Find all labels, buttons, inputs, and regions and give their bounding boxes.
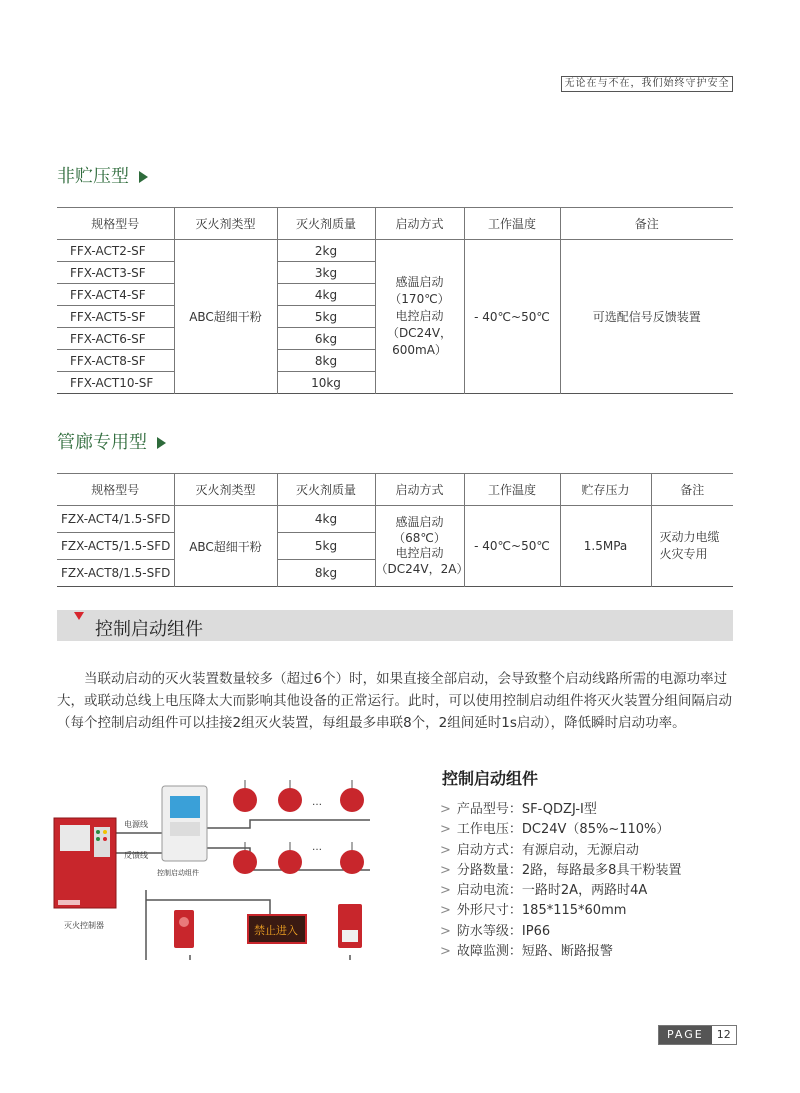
chevron-right-icon: > bbox=[440, 883, 451, 899]
header-cell: 灭火剂质量 bbox=[277, 208, 375, 240]
chevron-right-icon: > bbox=[440, 802, 451, 817]
spec-item bbox=[440, 820, 681, 840]
spec-item bbox=[440, 922, 681, 942]
model-cell: FFX-ACT6-SF bbox=[57, 328, 174, 350]
model-cell: FZX-ACT8/1.5-SFD bbox=[57, 560, 174, 587]
model-cell: FFX-ACT8-SF bbox=[57, 350, 174, 372]
model-cell: FFX-ACT10-SF bbox=[57, 372, 174, 394]
spec-item bbox=[440, 942, 681, 962]
header-cell: 工作温度 bbox=[464, 208, 560, 240]
start-line: （170℃） bbox=[389, 292, 450, 306]
wiring-diagram bbox=[50, 780, 420, 960]
spec-item-text: 产品型号：SF-QDZJ-I型 bbox=[456, 802, 597, 817]
model-cell: FZX-ACT5/1.5-SFD bbox=[57, 533, 174, 560]
no-entry-sign bbox=[248, 915, 306, 943]
table-row bbox=[57, 506, 733, 533]
mass-cell: 5kg bbox=[277, 533, 375, 560]
table-header-row bbox=[57, 208, 733, 240]
spec-item bbox=[440, 841, 681, 861]
mass-cell: 5kg bbox=[277, 306, 375, 328]
chevron-right-icon: > bbox=[440, 944, 451, 960]
spec-item bbox=[440, 861, 681, 881]
chevron-right-icon: > bbox=[440, 842, 451, 858]
spec-item-text: 启动方式：有源启动，无源启动 bbox=[456, 842, 639, 858]
header-cell: 贮存压力 bbox=[560, 474, 651, 506]
mass-cell: 2kg bbox=[277, 240, 375, 262]
mass-cell: 6kg bbox=[277, 328, 375, 350]
spec-list bbox=[440, 800, 681, 962]
model-cell: FFX-ACT4-SF bbox=[57, 284, 174, 306]
start-line: （68℃） bbox=[393, 530, 446, 545]
start-method-cell bbox=[375, 506, 469, 587]
spec-item-text: 工作电压：DC24V（85%~110%） bbox=[456, 822, 670, 838]
section-title-text: 非贮压型 bbox=[57, 166, 129, 187]
spec-item-text: 故障监测：短路、断路报警 bbox=[456, 944, 613, 960]
header-cell: 规格型号 bbox=[57, 474, 174, 506]
page-number: 12 bbox=[716, 1028, 731, 1041]
section-band-control bbox=[57, 610, 733, 641]
spec-item bbox=[440, 881, 681, 901]
pressure-cell: 1.5MPa bbox=[560, 506, 651, 587]
power-line-label: 电源线 bbox=[124, 820, 148, 829]
section-title-pipe-gallery bbox=[57, 428, 166, 454]
header-cell: 规格型号 bbox=[57, 208, 174, 240]
header-cell: 灭火剂类型 bbox=[174, 474, 277, 506]
start-line: 电控启动 bbox=[395, 546, 444, 560]
ellipsis-2: … bbox=[312, 842, 322, 853]
section-title-text: 管廊专用型 bbox=[57, 432, 147, 453]
red-triangle-icon bbox=[74, 612, 84, 620]
mass-cell: 4kg bbox=[277, 506, 375, 533]
header-cell: 启动方式 bbox=[375, 208, 464, 240]
chevron-right-icon: > bbox=[440, 903, 451, 919]
sign-text: 禁止进入 bbox=[254, 924, 298, 937]
control-start-module bbox=[162, 786, 207, 861]
extinguisher-row-2 bbox=[233, 842, 364, 874]
model-cell: FFX-ACT5-SF bbox=[57, 306, 174, 328]
chevron-right-icon: > bbox=[440, 822, 451, 838]
mass-cell: 8kg bbox=[277, 560, 375, 587]
start-line: 电控启动 bbox=[395, 309, 444, 323]
ellipsis-1: … bbox=[312, 797, 322, 808]
feedback-line-label: 反馈线 bbox=[124, 851, 148, 860]
triangle-arrow-icon bbox=[139, 171, 148, 183]
mass-cell: 3kg bbox=[277, 262, 375, 284]
start-line: 600mA） bbox=[392, 343, 447, 357]
note-line: 火灾专用 bbox=[659, 547, 708, 561]
agent-cell: ABC超细干粉 bbox=[174, 506, 277, 587]
start-line: 感温启动 bbox=[395, 515, 444, 529]
sound-light-alarm bbox=[338, 904, 362, 948]
spec-title: 控制启动组件 bbox=[442, 769, 539, 788]
spec-item-text: 分路数量：2路，每路最多8具干粉装置 bbox=[456, 862, 682, 878]
slogan-box: 无论在与不在，我们始终守护安全 bbox=[561, 76, 733, 92]
spec-item-text: 外形尺寸：185*115*60mm bbox=[456, 903, 627, 919]
header-cell: 备注 bbox=[651, 474, 733, 506]
module-label: 控制启动组件 bbox=[157, 869, 199, 877]
mass-cell: 10kg bbox=[277, 372, 375, 394]
manual-alarm-button bbox=[174, 910, 194, 948]
start-line: （DC24V， bbox=[386, 326, 453, 340]
temperature-cell: - 40℃~50℃ bbox=[464, 506, 560, 587]
model-cell: FZX-ACT4/1.5-SFD bbox=[57, 506, 174, 533]
description-paragraph: 当联动启动的灭火装置数量较多（超过6个）时，如果直接全部启动，会导致整个启动线路所需的电源功率过大，或联动总线上电压降太大而影响其他设备的正常运行。此时，可以使用控制启动组件将灭火装置分组间隔启动（每个控制启动组件可以挂接2组灭火装置，每组最多串联8个，2组间延时1s启动），降低瞬时启动功率。 bbox=[57, 671, 732, 731]
header-cell: 工作温度 bbox=[464, 474, 560, 506]
chevron-right-icon: > bbox=[440, 923, 451, 939]
spec-item-text: 启动电流：一路时2A，两路时4A bbox=[456, 883, 648, 899]
note-cell: 可选配信号反馈装置 bbox=[560, 240, 733, 394]
spec-item bbox=[440, 901, 681, 921]
chevron-right-icon: > bbox=[440, 862, 451, 878]
agent-cell: ABC超细干粉 bbox=[174, 240, 277, 394]
start-method-cell bbox=[375, 240, 464, 394]
spec-item-text: 防水等级：IP66 bbox=[456, 923, 551, 939]
triangle-arrow-icon bbox=[157, 437, 166, 449]
spec-table-non-pressure bbox=[57, 207, 733, 394]
fire-controller-cabinet bbox=[54, 818, 116, 908]
start-line: 感温启动 bbox=[395, 275, 444, 289]
header-cell: 灭火剂类型 bbox=[174, 208, 277, 240]
page-label: PAGE bbox=[659, 1026, 712, 1044]
spec-item bbox=[440, 800, 681, 820]
note-line: 灭动力电缆 bbox=[659, 530, 720, 544]
header-cell: 灭火剂质量 bbox=[277, 474, 375, 506]
model-cell: FFX-ACT2-SF bbox=[57, 240, 174, 262]
page-number-box bbox=[658, 1025, 737, 1045]
model-cell: FFX-ACT3-SF bbox=[57, 262, 174, 284]
extinguisher-row-1 bbox=[233, 780, 364, 812]
header-cell: 启动方式 bbox=[375, 474, 464, 506]
header-cell: 备注 bbox=[560, 208, 733, 240]
wiring-lines bbox=[116, 820, 370, 960]
spec-table-pipe-gallery bbox=[57, 473, 733, 587]
mass-cell: 4kg bbox=[277, 284, 375, 306]
controller-label: 灭火控制器 bbox=[64, 921, 104, 930]
start-line: （DC24V，2A） bbox=[375, 561, 469, 576]
mass-cell: 8kg bbox=[277, 350, 375, 372]
table-row bbox=[57, 240, 733, 262]
section-title-non-pressure bbox=[57, 162, 148, 188]
table-header-row bbox=[57, 474, 733, 506]
temperature-cell: - 40℃~50℃ bbox=[464, 240, 560, 394]
section-band-title: 控制启动组件 bbox=[95, 619, 203, 640]
note-cell bbox=[651, 506, 733, 587]
